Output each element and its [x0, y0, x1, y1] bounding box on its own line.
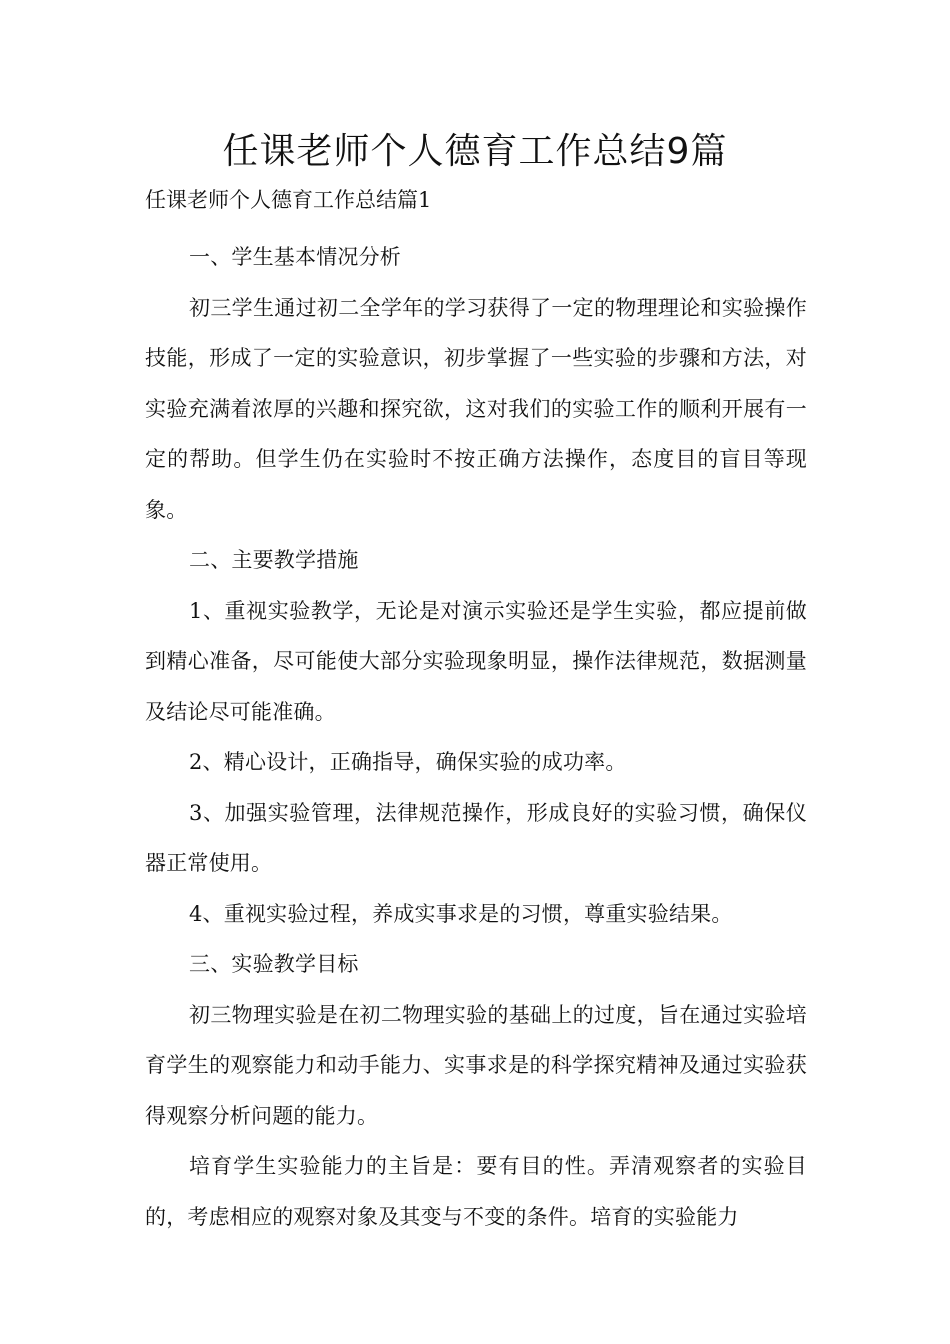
heading-teaching-measures: 二、主要教学措施 [189, 548, 359, 572]
heading-student-analysis: 一、学生基本情况分析 [189, 245, 401, 269]
document-title: 任课老师个人德育工作总结9篇 [222, 131, 728, 172]
paragraph-student-analysis: 初三学生通过初二全学年的学习获得了一定的物理理论和实验操作技能，形成了一定的实验意识，初步掌握了一些实验的步骤和方法，对实验充满着浓厚的兴趣和探究欲，这对我们的实验工作的顺利开展有一定的帮助。但学生仍在实验时不按正确方法操作，态度目的盲目等现象。 [145, 295, 807, 522]
paragraph-measure-2: 2、精心设计，正确指导，确保实验的成功率。 [189, 750, 627, 774]
section-title: 任课老师个人德育工作总结篇1 [145, 188, 432, 212]
paragraph-measure-3: 3、加强实验管理，法律规范操作，形成良好的实验习惯，确保仪器正常使用。 [145, 800, 807, 875]
document-body [145, 232, 807, 1242]
paragraph-goals: 初三物理实验是在初二物理实验的基础上的过度，旨在通过实验培育学生的观察能力和动手能力、实事求是的科学探究精神及通过实验获得观察分析问题的能力。 [145, 1002, 807, 1128]
paragraph-ability: 培育学生实验能力的主旨是：要有目的性。弄清观察者的实验目的，考虑相应的观察对象及其变与不变的条件。培育的实验能力 [145, 1154, 807, 1229]
paragraph-measure-1: 1、重视实验教学，无论是对演示实验还是学生实验，都应提前做到精心准备，尽可能使大部分实验现象明显，操作法律规范，数据测量及结论尽可能准确。 [145, 598, 807, 724]
heading-teaching-goals: 三、实验教学目标 [189, 952, 359, 976]
paragraph-measure-4: 4、重视实验过程，养成实事求是的习惯，尊重实验结果。 [189, 901, 733, 926]
